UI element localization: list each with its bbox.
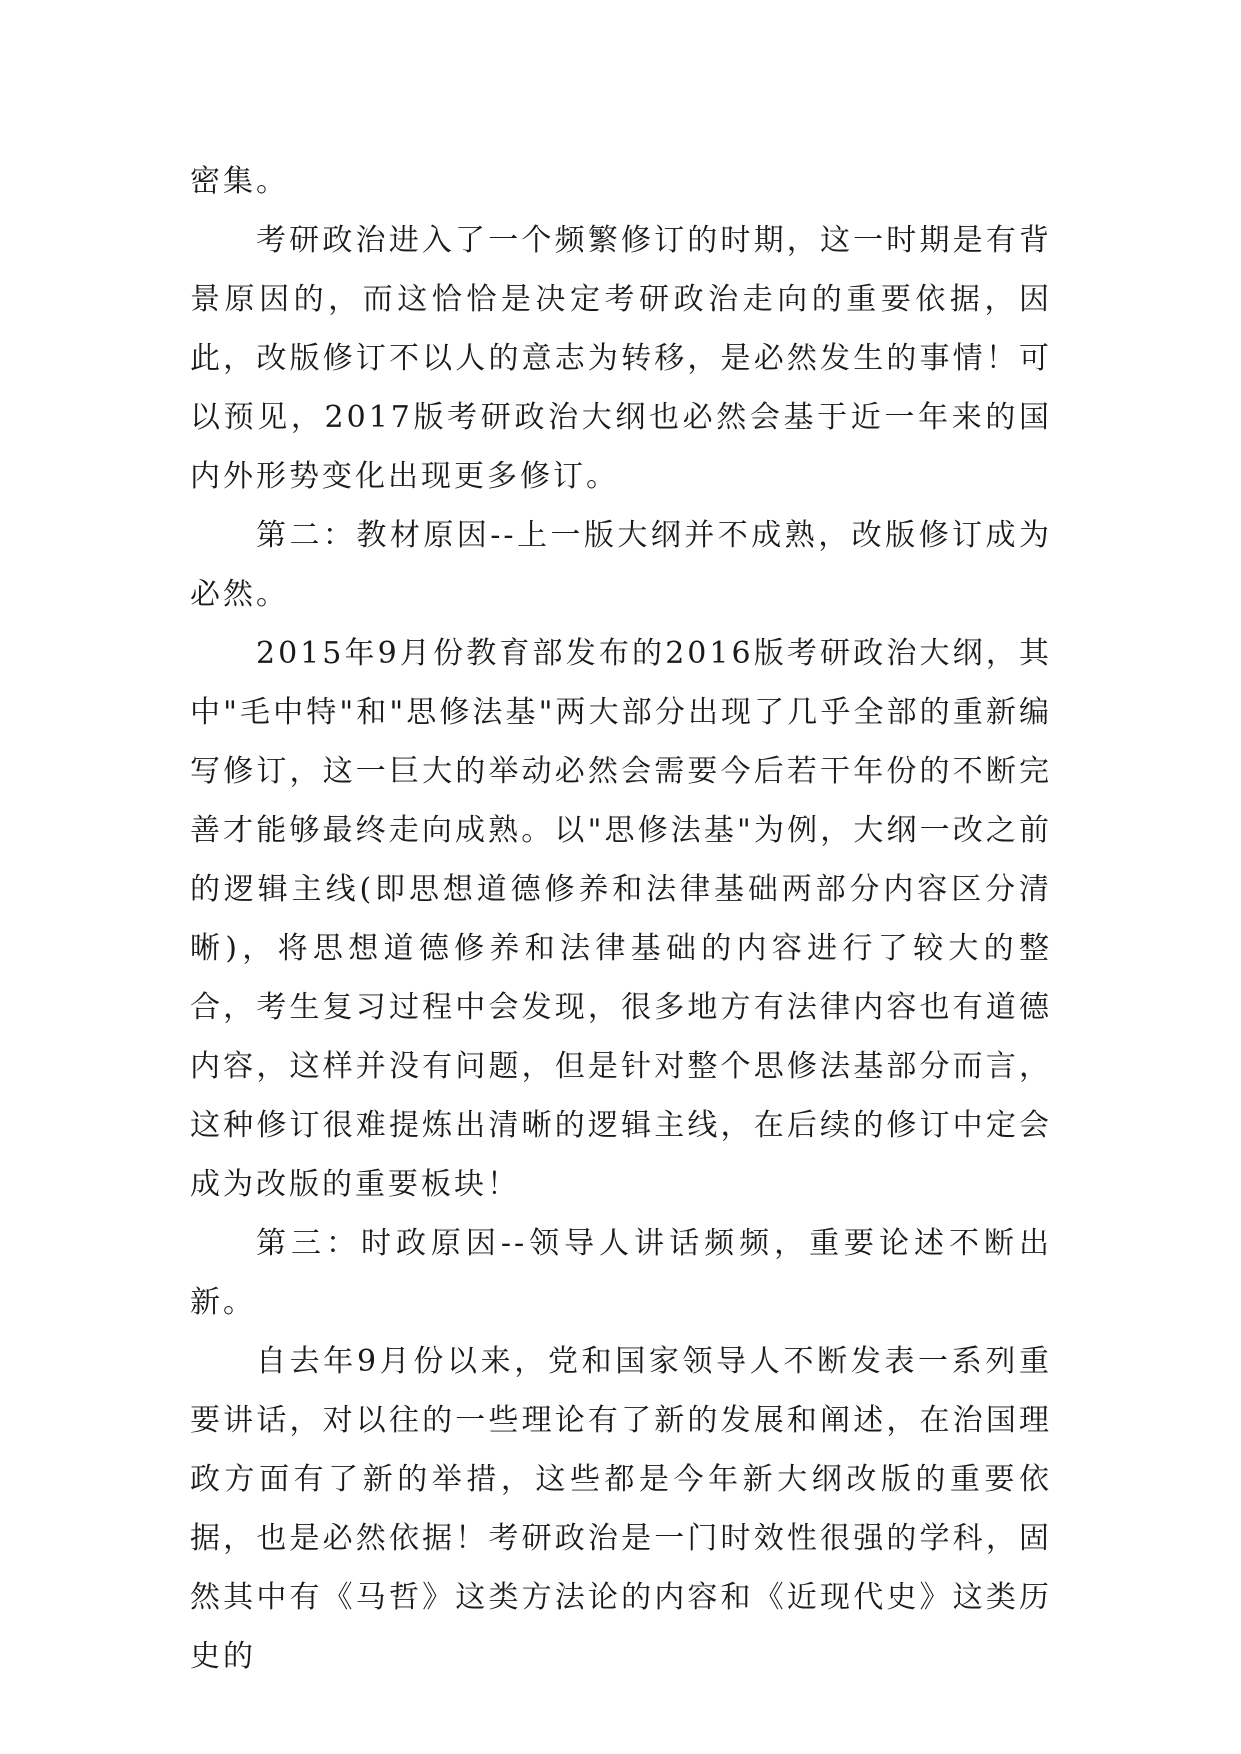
paragraph-2016-syllabus: 2015年9月份教育部发布的2016版考研政治大纲，其中"毛中特"和"思修法基"两大部分出现了几乎全部的重新编写修订，这一巨大的举动必然会需要今后若干年份的不断完善才能够最终走向成熟。以"思修法基"为例，大纲一改之前的逻辑主线(即思想道德修养和法律基础两部分内容区分清晰)，将思想道德修养和法律基础的内容进行了较大的整合，考生复习过程中会发现，很多地方有法律内容也有道德内容，这样并没有问题，但是针对整个思修法基部分而言，这种修订很难提炼出清晰的逻辑主线，在后续的修订中定会成为改版的重要板块！ (190, 636, 1052, 1202)
paragraph-third-reason-heading: 第三：时政原因--领导人讲话频频，重要论述不断出新。 (190, 1226, 1052, 1320)
paragraph-revision-period: 考研政治进入了一个频繁修订的时期，这一时期是有背景原因的，而这恰恰是决定考研政治走向的重要依据，因此，改版修订不以人的意志为转移，是必然发生的事情！可以预见，2017版考研政治大纲也必然会基于近一年来的国内外形势变化出现更多修订。 (190, 223, 1052, 494)
paragraph-second-reason-heading: 第二：教材原因--上一版大纲并不成熟，改版修订成为必然。 (190, 518, 1052, 612)
paragraph-leader-speeches: 自去年9月份以来，党和国家领导人不断发表一系列重要讲话，对以往的一些理论有了新的发展和阐述，在治国理政方面有了新的举措，这些都是今年新大纲改版的重要依据，也是必然依据！考研政治是一门时效性很强的学科，固然其中有《马哲》这类方法论的内容和《近现代史》这类历史的 (190, 1344, 1052, 1674)
paragraph-continuation: 密集。 (190, 164, 289, 199)
document-body (190, 152, 1052, 1686)
